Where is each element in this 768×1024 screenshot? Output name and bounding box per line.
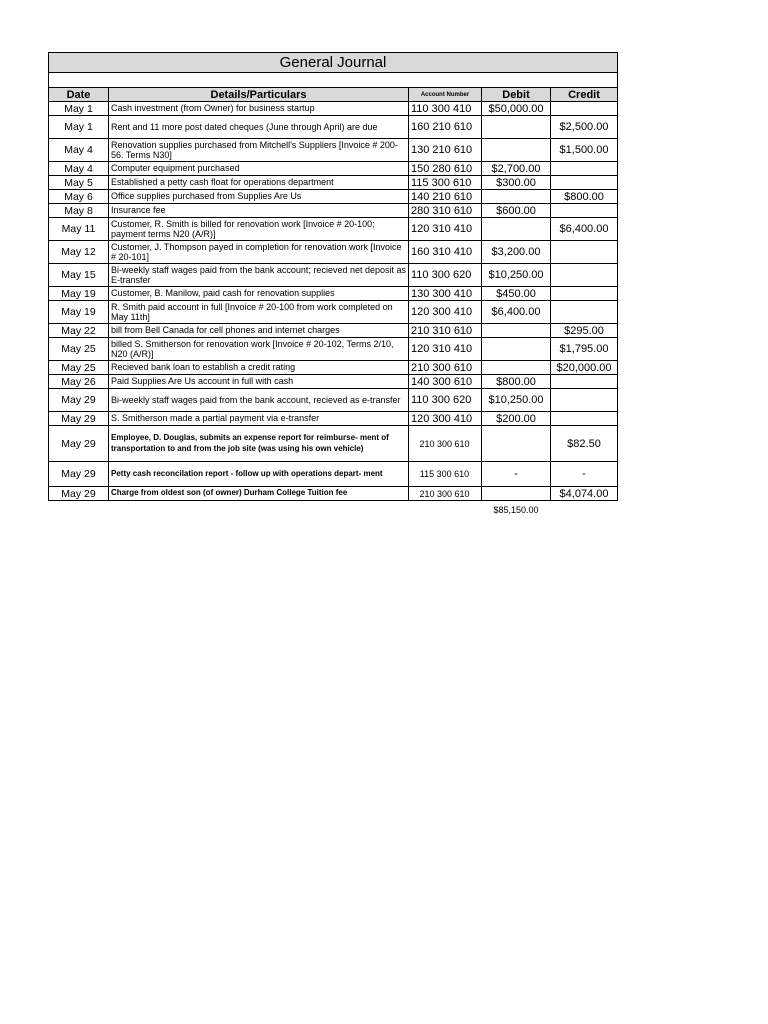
debit-cell: $50,000.00 bbox=[482, 102, 551, 116]
date-cell: May 15 bbox=[49, 264, 109, 287]
credit-cell bbox=[551, 162, 618, 176]
account-number-header: Account Number bbox=[409, 88, 482, 102]
details-cell: Bi-weekly staff wages paid from the bank account; recieved net deposit as E-transfer bbox=[109, 264, 409, 287]
journal-row bbox=[49, 176, 618, 190]
details-cell: Renovation supplies purchased from Mitchell's Suppliers [Invoice # 200-56. Terms N30] bbox=[109, 139, 409, 162]
debit-cell bbox=[482, 218, 551, 241]
general-journal-sheet bbox=[48, 52, 617, 515]
date-cell: May 29 bbox=[49, 487, 109, 501]
details-cell: Employee, D. Douglas, submits an expense report for reimburse- ment of transportation to and from the job site (was using his own vehicle) bbox=[109, 426, 409, 462]
journal-row bbox=[49, 324, 618, 338]
account-number-cell: 210 310 610 bbox=[409, 324, 482, 338]
date-cell: May 25 bbox=[49, 338, 109, 361]
credit-cell bbox=[551, 176, 618, 190]
header-row bbox=[49, 88, 618, 102]
details-cell: Paid Supplies Are Us account in full with cash bbox=[109, 375, 409, 389]
debit-cell bbox=[482, 487, 551, 501]
journal-row bbox=[49, 487, 618, 501]
date-cell: May 5 bbox=[49, 176, 109, 190]
details-cell: Bi-weekly staff wages paid from the bank account, recieved as e-transfer bbox=[109, 389, 409, 412]
details-cell: Cash investment (from Owner) for business startup bbox=[109, 102, 409, 116]
journal-row bbox=[49, 361, 618, 375]
date-cell: May 29 bbox=[49, 462, 109, 487]
account-number-cell: 115 300 610 bbox=[409, 176, 482, 190]
credit-cell bbox=[551, 204, 618, 218]
debit-cell: $800.00 bbox=[482, 375, 551, 389]
credit-cell: $20,000.00 bbox=[551, 361, 618, 375]
details-cell: Petty cash reconcilation report - follow up with operations depart- ment bbox=[109, 462, 409, 487]
account-number-cell: 120 300 410 bbox=[409, 301, 482, 324]
account-number-cell: 130 210 610 bbox=[409, 139, 482, 162]
journal-row bbox=[49, 139, 618, 162]
credit-cell: $82.50 bbox=[551, 426, 618, 462]
account-number-cell: 160 310 410 bbox=[409, 241, 482, 264]
journal-row bbox=[49, 426, 618, 462]
account-number-cell: 210 300 610 bbox=[409, 487, 482, 501]
debit-cell: $2,700.00 bbox=[482, 162, 551, 176]
debit-cell: $600.00 bbox=[482, 204, 551, 218]
date-cell: May 26 bbox=[49, 375, 109, 389]
debit-cell bbox=[482, 426, 551, 462]
account-number-cell: 210 300 610 bbox=[409, 361, 482, 375]
journal-row bbox=[49, 190, 618, 204]
credit-cell bbox=[551, 301, 618, 324]
debit-header: Debit bbox=[482, 88, 551, 102]
debit-cell bbox=[482, 190, 551, 204]
credit-cell: $800.00 bbox=[551, 190, 618, 204]
account-number-cell: 160 210 610 bbox=[409, 116, 482, 139]
details-cell: Insurance fee bbox=[109, 204, 409, 218]
account-number-cell: 120 310 410 bbox=[409, 218, 482, 241]
details-cell: Customer, J. Thompson payed in completion for renovation work [Invoice # 20-101] bbox=[109, 241, 409, 264]
details-cell: S. Smitherson made a partial payment via e-transfer bbox=[109, 412, 409, 426]
details-cell: Office supplies purchased from Supplies Are Us bbox=[109, 190, 409, 204]
debit-cell bbox=[482, 116, 551, 139]
journal-row bbox=[49, 116, 618, 139]
debit-total: $85,150.00 bbox=[493, 505, 539, 515]
journal-row bbox=[49, 301, 618, 324]
date-cell: May 19 bbox=[49, 301, 109, 324]
date-cell: May 29 bbox=[49, 389, 109, 412]
blank-row bbox=[49, 73, 618, 88]
date-cell: May 1 bbox=[49, 102, 109, 116]
details-cell: Customer, B. Manilow, paid cash for renovation supplies bbox=[109, 287, 409, 301]
credit-cell bbox=[551, 389, 618, 412]
credit-cell: - bbox=[551, 462, 618, 487]
date-cell: May 8 bbox=[49, 204, 109, 218]
date-cell: May 29 bbox=[49, 412, 109, 426]
debit-cell: $300.00 bbox=[482, 176, 551, 190]
account-number-cell: 210 300 610 bbox=[409, 426, 482, 462]
credit-cell: $1,795.00 bbox=[551, 338, 618, 361]
debit-cell bbox=[482, 139, 551, 162]
date-cell: May 29 bbox=[49, 426, 109, 462]
journal-row bbox=[49, 204, 618, 218]
account-number-cell: 110 300 620 bbox=[409, 389, 482, 412]
debit-cell: - bbox=[482, 462, 551, 487]
date-cell: May 12 bbox=[49, 241, 109, 264]
journal-row bbox=[49, 338, 618, 361]
journal-row bbox=[49, 102, 618, 116]
credit-cell bbox=[551, 287, 618, 301]
account-number-cell: 120 310 410 bbox=[409, 338, 482, 361]
credit-cell: $2,500.00 bbox=[551, 116, 618, 139]
debit-cell: $10,250.00 bbox=[482, 264, 551, 287]
debit-cell: $450.00 bbox=[482, 287, 551, 301]
details-cell: Recieved bank loan to establish a credit rating bbox=[109, 361, 409, 375]
journal-row bbox=[49, 218, 618, 241]
account-number-cell: 280 310 610 bbox=[409, 204, 482, 218]
credit-cell: $1,500.00 bbox=[551, 139, 618, 162]
debit-cell: $10,250.00 bbox=[482, 389, 551, 412]
account-number-cell: 110 300 410 bbox=[409, 102, 482, 116]
details-header: Details/Particulars bbox=[109, 88, 409, 102]
date-header: Date bbox=[49, 88, 109, 102]
details-cell: R. Smith paid account in full [Invoice # 20-100 from work completed on May 11th] bbox=[109, 301, 409, 324]
credit-cell bbox=[551, 375, 618, 389]
credit-cell bbox=[551, 241, 618, 264]
journal-row bbox=[49, 389, 618, 412]
details-cell: Customer, R. Smith is billed for renovation work [Invoice # 20-100; payment terms N20 (A/R)] bbox=[109, 218, 409, 241]
account-number-cell: 140 210 610 bbox=[409, 190, 482, 204]
journal-title: General Journal bbox=[49, 53, 618, 73]
credit-cell: $4,074.00 bbox=[551, 487, 618, 501]
account-number-cell: 115 300 610 bbox=[409, 462, 482, 487]
credit-cell: $6,400.00 bbox=[551, 218, 618, 241]
totals-row bbox=[49, 501, 618, 516]
credit-header: Credit bbox=[551, 88, 618, 102]
details-cell: Computer equipment purchased bbox=[109, 162, 409, 176]
journal-row bbox=[49, 241, 618, 264]
details-cell: billed S. Smitherson for renovation work [Invoice # 20-102, Terms 2/10, N20 (A/R)] bbox=[109, 338, 409, 361]
debit-cell bbox=[482, 361, 551, 375]
debit-cell bbox=[482, 338, 551, 361]
details-cell: bill from Bell Canada for cell phones and internet charges bbox=[109, 324, 409, 338]
debit-cell bbox=[482, 324, 551, 338]
date-cell: May 4 bbox=[49, 162, 109, 176]
account-number-cell: 130 300 410 bbox=[409, 287, 482, 301]
debit-cell: $3,200.00 bbox=[482, 241, 551, 264]
journal-table bbox=[48, 52, 618, 515]
date-cell: May 4 bbox=[49, 139, 109, 162]
date-cell: May 6 bbox=[49, 190, 109, 204]
credit-cell bbox=[551, 102, 618, 116]
date-cell: May 22 bbox=[49, 324, 109, 338]
credit-cell: $295.00 bbox=[551, 324, 618, 338]
details-cell: Charge from oldest son (of owner) Durham College Tuition fee bbox=[109, 487, 409, 501]
account-number-cell: 120 300 410 bbox=[409, 412, 482, 426]
date-cell: May 1 bbox=[49, 116, 109, 139]
details-cell: Established a petty cash float for operations department bbox=[109, 176, 409, 190]
debit-cell: $6,400.00 bbox=[482, 301, 551, 324]
credit-cell bbox=[551, 412, 618, 426]
journal-row bbox=[49, 462, 618, 487]
account-number-cell: 110 300 620 bbox=[409, 264, 482, 287]
journal-row bbox=[49, 162, 618, 176]
debit-cell: $200.00 bbox=[482, 412, 551, 426]
account-number-cell: 150 280 610 bbox=[409, 162, 482, 176]
account-number-cell: 140 300 610 bbox=[409, 375, 482, 389]
journal-row bbox=[49, 287, 618, 301]
journal-row bbox=[49, 375, 618, 389]
journal-row bbox=[49, 412, 618, 426]
credit-cell bbox=[551, 264, 618, 287]
date-cell: May 25 bbox=[49, 361, 109, 375]
details-cell: Rent and 11 more post dated cheques (June through April) are due bbox=[109, 116, 409, 139]
date-cell: May 19 bbox=[49, 287, 109, 301]
journal-row bbox=[49, 264, 618, 287]
date-cell: May 11 bbox=[49, 218, 109, 241]
